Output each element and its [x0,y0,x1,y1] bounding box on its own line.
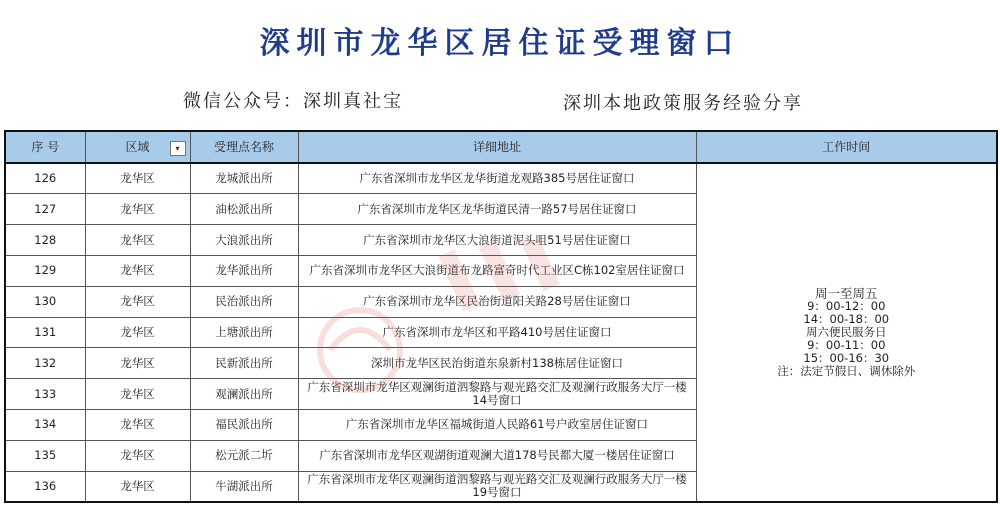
cell-seq: 128 [5,225,85,256]
cell-office: 福民派出所 [190,410,298,441]
service-window-table [4,130,998,503]
table-row [5,163,997,194]
working-hours-line: 15：00-16：30 [803,351,890,365]
cell-seq: 129 [5,255,85,286]
cell-seq: 132 [5,348,85,379]
cell-working-hours [696,163,997,502]
cell-seq: 127 [5,194,85,225]
cell-area: 龙华区 [85,194,190,225]
cell-area: 龙华区 [85,225,190,256]
cell-area: 龙华区 [85,410,190,441]
cell-office: 观澜派出所 [190,379,298,410]
cell-seq: 133 [5,379,85,410]
cell-address: 广东省深圳市龙华区民治街道阳关路28号居住证窗口 [298,286,696,317]
cell-seq: 130 [5,286,85,317]
cell-area: 龙华区 [85,348,190,379]
filter-dropdown-icon[interactable]: ▾ [170,141,186,156]
cell-area: 龙华区 [85,440,190,471]
cell-address: 广东省深圳市龙华区观湖街道观澜大道178号民都大厦一楼居住证窗口 [298,440,696,471]
working-hours-line: 14：00-18：00 [803,312,890,326]
cell-address: 广东省深圳市龙华区大浪街道布龙路富奇时代工业区C栋102室居住证窗口 [298,255,696,286]
cell-area: 龙华区 [85,317,190,348]
page-title: 深圳市龙华区居住证受理窗口 [259,26,741,61]
header-area-label: 区域 [125,139,150,154]
header-seq: 序 号 [5,131,85,163]
cell-address: 广东省深圳市龙华区和平路410号居住证窗口 [298,317,696,348]
cell-seq: 136 [5,471,85,502]
cell-area: 龙华区 [85,255,190,286]
header-address: 详细地址 [298,131,696,163]
cell-office: 龙城派出所 [190,163,298,194]
cell-area: 龙华区 [85,379,190,410]
header-office: 受理点名称 [190,131,298,163]
header-area [85,131,190,163]
cell-office: 民治派出所 [190,286,298,317]
cell-office: 油松派出所 [190,194,298,225]
cell-address: 广东省深圳市龙华区龙华街道龙观路385号居住证窗口 [298,163,696,194]
cell-office: 上塘派出所 [190,317,298,348]
cell-seq: 126 [5,163,85,194]
cell-address: 广东省深圳市龙华区福城街道人民路61号户政室居住证窗口 [298,410,696,441]
cell-office: 龙华派出所 [190,255,298,286]
working-hours-line: 9：00-11：00 [807,338,886,352]
cell-office: 牛湖派出所 [190,471,298,502]
tagline: 深圳本地政策服务经验分享 [563,93,803,114]
cell-office: 民新派出所 [190,348,298,379]
cell-office: 松元派二圻 [190,440,298,471]
cell-address: 广东省深圳市龙华区观澜街道泗黎路与观光路交汇及观澜行政服务大厅一楼19号窗口 [298,471,696,502]
cell-area: 龙华区 [85,286,190,317]
cell-seq: 135 [5,440,85,471]
working-hours-line: 9：00-12：00 [807,299,886,313]
cell-area: 龙华区 [85,471,190,502]
working-hours-line: 周六便民服务日 [806,325,887,339]
working-hours-line: 注：法定节假日、调休除外 [777,364,916,378]
table-header-row [5,131,997,163]
working-hours-line: 周一至周五 [814,286,878,301]
cell-office: 大浪派出所 [190,225,298,256]
cell-seq: 134 [5,410,85,441]
cell-seq: 131 [5,317,85,348]
cell-area: 龙华区 [85,163,190,194]
header-hours: 工作时间 [696,131,997,163]
wechat-account-label: 微信公众号：深圳真社宝 [183,91,403,112]
cell-address: 广东省深圳市龙华区龙华街道民清一路57号居住证窗口 [298,194,696,225]
cell-address: 广东省深圳市龙华区观澜街道泗黎路与观光路交汇及观澜行政服务大厅一楼14号窗口 [298,379,696,410]
cell-address: 广东省深圳市龙华区大浪街道泥头咀51号居住证窗口 [298,225,696,256]
cell-address: 深圳市龙华区民治街道东泉新村138栋居住证窗口 [298,348,696,379]
